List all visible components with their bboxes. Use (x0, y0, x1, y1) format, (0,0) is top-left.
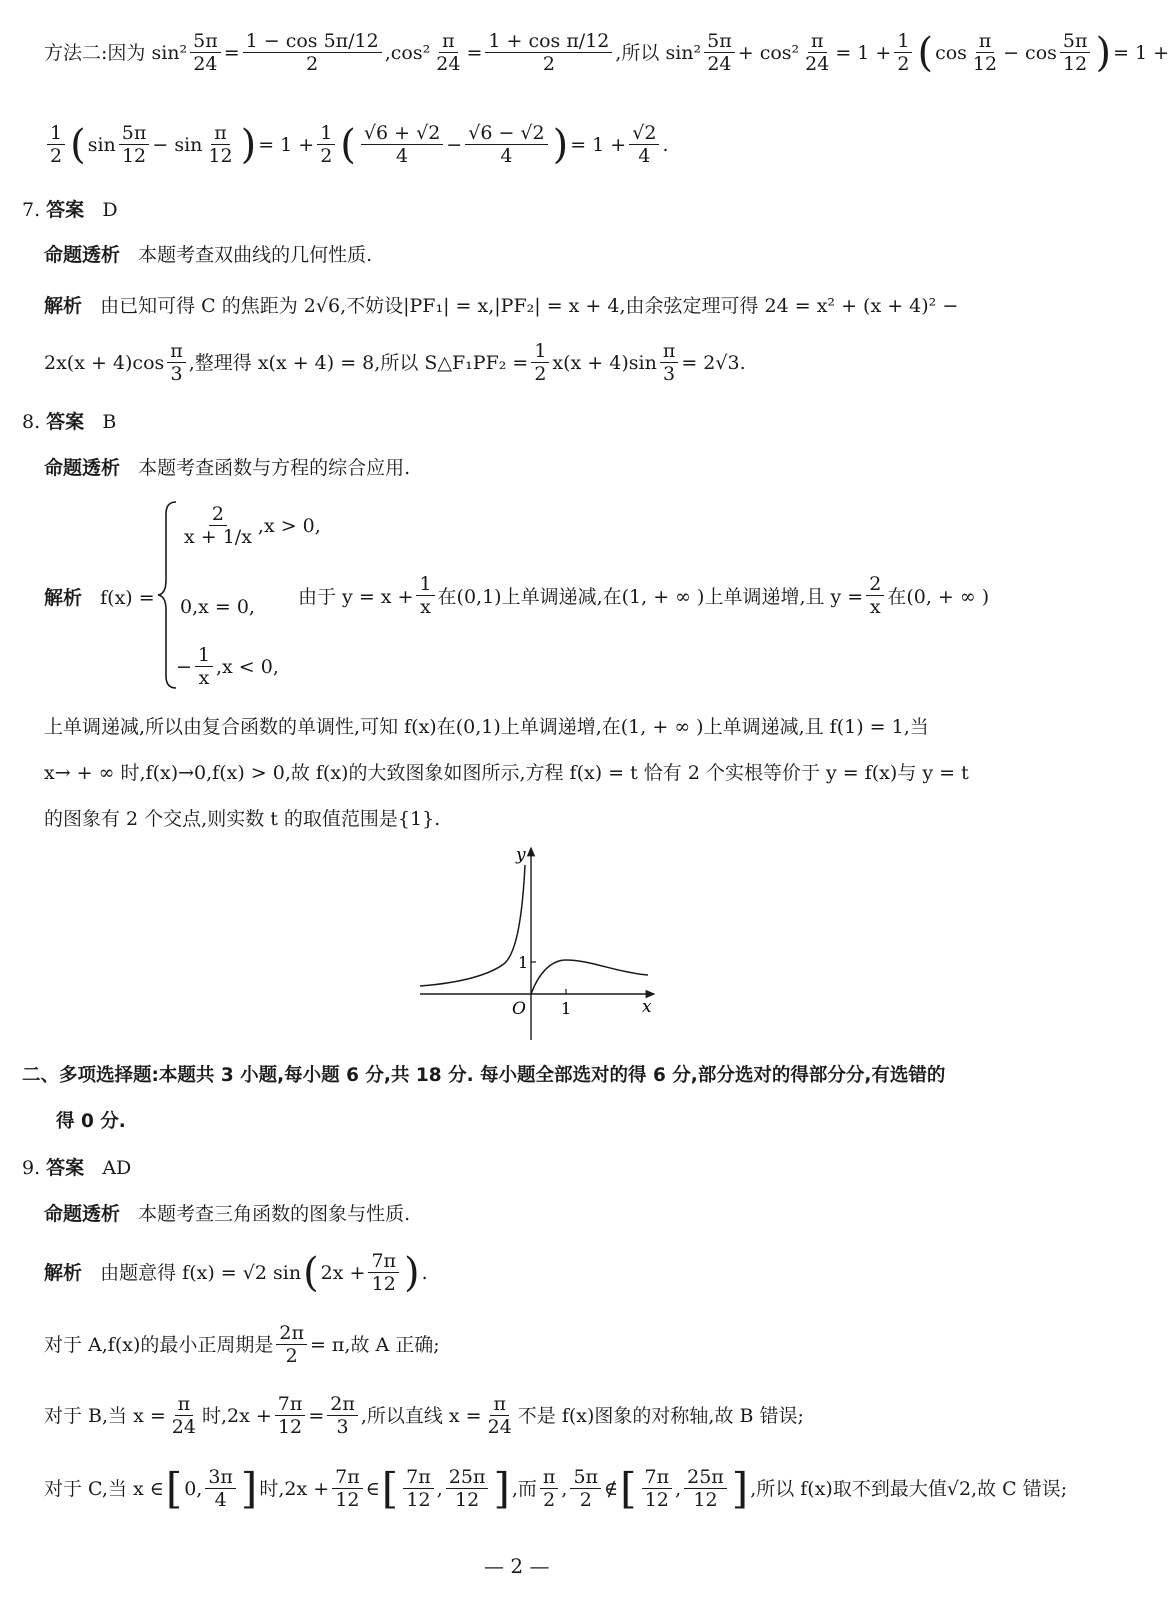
fraction: $\frac{25\pi}{12}$ (446, 1466, 489, 1511)
fraction: $\frac{5\pi}{24}$ (190, 30, 221, 75)
q9-answer: 9. 答案 AD (22, 1157, 132, 1179)
q8-para2: 上单调递减,所以由复合函数的单调性,可知 f(x)在(0,1)上单调递增,在(1, + ∞ )上单调递减,且 f(1) = 1,当 (44, 716, 929, 738)
q8-answer: 8. 答案 B (22, 411, 117, 433)
fraction: $\frac{\pi}{12}$ (208, 122, 233, 167)
fraction: $\frac{√2}{4}$ (629, 122, 659, 167)
fraction: $\frac{25\pi}{12}$ (684, 1466, 727, 1511)
fraction: $\frac{5\pi}{24}$ (704, 30, 735, 75)
piecewise-case3: − $\frac{1}{x}$ ,x < 0, (176, 644, 279, 689)
q8-para4: 的图象有 2 个交点,则实数 t 的取值范围是{1}. (44, 808, 441, 830)
q7-jiexi-line1: 解析 由已知可得 C 的焦距为 2√6,不妨设|PF₁| = x,|PF₂| = x + 4,由余弦定理可得 24 = x² + (x + 4)² − (44, 295, 959, 317)
fraction: $\frac{\text{1 + cos π/12}}{2}$ (485, 30, 612, 75)
fraction: $\frac{\pi}{3}$ (660, 340, 679, 385)
method2-line2: $\frac{1}{2}$ ( sin $\frac{5\pi}{12}$ − sin $\frac{\pi}{12}$ ) = 1 + $\frac{1}{2}$ ( $\frac{√6 + √2}{4}$ − $\frac{√6 - √2}{4}$ ) = 1 + $\frac{√2}{4}$ . (44, 122, 668, 167)
text: 方法二:因为 sin² (44, 41, 188, 64)
x-label: x (642, 997, 652, 1017)
fraction: $\frac{2\pi}{2}$ (276, 1322, 307, 1367)
fraction: $\frac{7\pi}{12}$ (368, 1250, 399, 1295)
function-graph (410, 840, 670, 1045)
fraction: $\frac{\pi}{12}$ (972, 30, 998, 75)
y-label: y (516, 845, 526, 865)
fraction: $\frac{2\pi}{3}$ (327, 1393, 358, 1438)
q7-answer: 7. 答案 D (22, 199, 118, 221)
right-branch (531, 960, 648, 994)
q7-analysis: 命题透析 本题考查双曲线的几何性质. (44, 244, 373, 266)
fraction: $\frac{2}{x}$ (866, 573, 884, 618)
q9-analysis: 命题透析 本题考查三角函数的图象与性质. (44, 1203, 411, 1225)
q9-option-b: 对于 B,当 x = $\frac{\pi}{24}$ 时,2x + $\frac{7\pi}{12}$ = $\frac{2\pi}{3}$ ,所以直线 x = $\frac{\pi}{24}$ 不是 f(x)图象的对称轴,故 B 错误; (44, 1393, 804, 1438)
q9-jiexi: 解析 由题意得 f(x) = √2 sin ( 2x + $\frac{7\pi}{12}$ ) . (44, 1249, 428, 1296)
q9-option-a: 对于 A,f(x)的最小正周期是 $\frac{2\pi}{2}$ = π,故 A 正确; (44, 1322, 440, 1367)
fraction: $\frac{√6 + √2}{4}$ (361, 122, 443, 167)
fraction: $\frac{3\pi}{4}$ (205, 1466, 236, 1511)
q8-para3: x→ + ∞ 时,f(x)→0,f(x) > 0,故 f(x)的大致图象如图所示,方程 f(x) = t 恰有 2 个实根等价于 y = f(x)与 y = t (44, 762, 969, 784)
fraction: $\frac{5\pi}{2}$ (570, 1466, 601, 1511)
fraction: $\frac{1}{2}$ (894, 30, 912, 75)
fraction: $\frac{1 - \cos 5\pi/12}{2}$ (243, 30, 382, 75)
fraction: $\frac{1}{2}$ (47, 122, 65, 167)
fraction: $\frac{7\pi}{12}$ (332, 1466, 363, 1511)
q8-jiexi-label: 解析 f(x) = (44, 587, 155, 609)
fraction: $\frac{√6 - √2}{4}$ (465, 122, 547, 167)
fraction: $\frac{1}{2}$ (531, 340, 549, 385)
piecewise-case2: 0,x = 0, (180, 596, 255, 618)
fraction: $\frac{5\pi}{12}$ (1060, 30, 1091, 75)
q8-right-text: 由于 y = x + $\frac{1}{x}$ 在(0,1)上单调递减,在(1, + ∞ )上单调递增,且 y = $\frac{2}{x}$ 在(0, + ∞ ) (298, 573, 990, 618)
fraction: $\frac{1}{x}$ (416, 573, 434, 618)
fraction: $\frac{1}{x}$ (195, 644, 213, 689)
fraction: $\frac{7\pi}{12}$ (275, 1393, 306, 1438)
fraction: $\frac{2}{x + 1/x}$ (184, 503, 252, 548)
fraction: $\frac{5\pi}{12}$ (119, 122, 150, 167)
section2-heading: 二、多项选择题:本题共 3 小题,每小题 6 分,共 18 分. 每小题全部选对的得 6 分,部分选对的得部分分,有选错的 (22, 1065, 946, 1086)
y-tick-1: 1 (518, 953, 529, 972)
fraction: $\frac{\pi}{24}$ (805, 30, 830, 75)
fraction: $\frac{\pi}{24}$ (171, 1393, 196, 1438)
fraction: $\frac{7\pi}{12}$ (403, 1466, 434, 1511)
left-branch (420, 865, 525, 986)
section2-heading-cont: 得 0 分. (56, 1111, 126, 1132)
origin-label: O (512, 999, 526, 1019)
q9-option-c: 对于 C,当 x ∈ [ 0, $\frac{3\pi}{4}$ ] 时,2x + $\frac{7\pi}{12}$ ∈ [ $\frac{7\pi}{12}$ , $\frac{25\pi}{12}$ ] ,而 $\frac{\pi}{2}$ , $\frac{5\pi}{2}$ ∉ [ $\frac{7\pi}{12}$ , $\frac{25\pi}{12}$ ] ,所以 f(x)取不到最大值√2,故 C 错误; (44, 1463, 1068, 1513)
fraction: $\frac{\pi}{24}$ (436, 30, 461, 75)
q7-jiexi-line2: 2x(x + 4)cos $\frac{\pi}{3}$ ,整理得 x(x + 4) = 8,所以 S△F₁PF₂ = $\frac{1}{2}$ x(x + 4)sin $\frac{\pi}{3}$ = 2√3. (44, 340, 746, 385)
fraction: $\frac{\pi}{3}$ (167, 340, 186, 385)
q8-analysis: 命题透析 本题考查函数与方程的综合应用. (44, 457, 411, 479)
fraction: $\frac{\pi}{2}$ (540, 1466, 559, 1511)
fraction: $\frac{\pi}{24}$ (487, 1393, 512, 1438)
page-number: — 2 — (484, 1554, 550, 1578)
fraction: $\frac{1}{2}$ (317, 122, 335, 167)
fraction: $\frac{7\pi}{12}$ (642, 1466, 673, 1511)
piecewise-case1: $\frac{2}{x + 1/x}$ ,x > 0, (178, 503, 321, 548)
method2-line1: 方法二:因为 sin² $\frac{5\pi}{24}$ = $\frac{1 - \cos 5\pi/12}{2}$ ,cos² $\frac{\pi}{24}$ = $\frac{\text{1 + cos π/12}}{2}$ ,所以 sin² $\frac{5\pi}{24}$ + cos² $\frac{\pi}{24}$ = 1 + $\frac{1}{2}$ ( cos $\frac{\pi}{12}$ − cos $\frac{5\pi}{12}$ ) = 1 + (44, 29, 1169, 76)
x-tick-1: 1 (561, 999, 572, 1018)
